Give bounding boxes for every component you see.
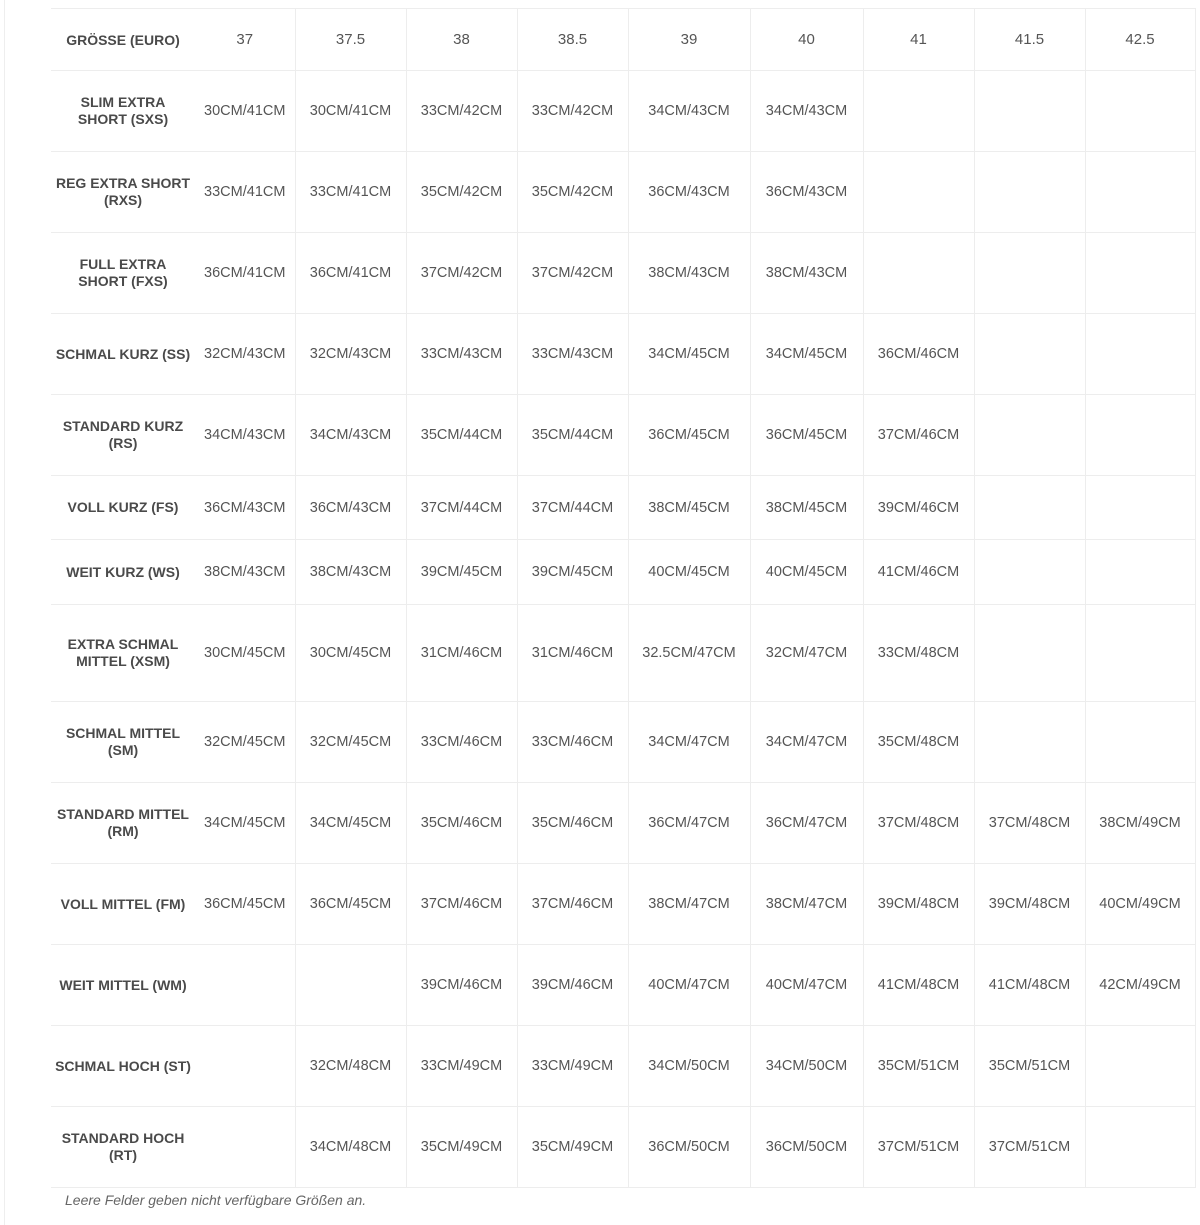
row-label: VOLL MITTEL (FM) <box>51 864 195 945</box>
size-cell <box>1085 395 1195 476</box>
table-row <box>51 1026 1195 1107</box>
size-cell: 37CM/48CM <box>974 783 1085 864</box>
size-cell: 41CM/48CM <box>863 945 974 1026</box>
size-cell: 30CM/41CM <box>295 71 406 152</box>
row-label: WEIT MITTEL (WM) <box>51 945 195 1026</box>
size-cell: 35CM/49CM <box>406 1107 517 1188</box>
size-cell <box>1085 152 1195 233</box>
size-cell: 34CM/47CM <box>628 702 750 783</box>
size-table <box>51 8 1196 1188</box>
size-cell: 36CM/43CM <box>195 476 295 540</box>
size-header: 39 <box>628 9 750 71</box>
size-cell: 38CM/43CM <box>195 540 295 605</box>
row-label: SCHMAL HOCH (ST) <box>51 1026 195 1107</box>
size-cell: 37CM/44CM <box>406 476 517 540</box>
size-cell: 31CM/46CM <box>517 605 628 702</box>
table-row <box>51 1107 1195 1188</box>
size-cell: 37CM/42CM <box>517 233 628 314</box>
size-cell: 33CM/49CM <box>517 1026 628 1107</box>
size-cell: 38CM/49CM <box>1085 783 1195 864</box>
size-header: 42.5 <box>1085 9 1195 71</box>
size-cell <box>974 395 1085 476</box>
size-cell: 30CM/45CM <box>195 605 295 702</box>
size-cell: 34CM/50CM <box>750 1026 863 1107</box>
size-cell: 35CM/46CM <box>517 783 628 864</box>
size-cell: 34CM/50CM <box>628 1026 750 1107</box>
size-header: 38.5 <box>517 9 628 71</box>
size-cell <box>974 702 1085 783</box>
size-cell: 33CM/42CM <box>517 71 628 152</box>
size-header: 37 <box>195 9 295 71</box>
size-cell: 40CM/45CM <box>750 540 863 605</box>
size-cell <box>195 1107 295 1188</box>
size-cell: 39CM/46CM <box>863 476 974 540</box>
size-cell: 30CM/41CM <box>195 71 295 152</box>
size-cell: 37CM/46CM <box>863 395 974 476</box>
row-label: VOLL KURZ (FS) <box>51 476 195 540</box>
size-cell: 36CM/43CM <box>750 152 863 233</box>
size-cell: 35CM/42CM <box>406 152 517 233</box>
table-row <box>51 476 1195 540</box>
size-cell: 32CM/47CM <box>750 605 863 702</box>
size-cell <box>974 476 1085 540</box>
size-cell: 36CM/41CM <box>295 233 406 314</box>
row-label: SCHMAL KURZ (SS) <box>51 314 195 395</box>
size-cell: 32CM/45CM <box>195 702 295 783</box>
size-table-body <box>51 71 1195 1188</box>
size-cell: 34CM/47CM <box>750 702 863 783</box>
size-cell: 30CM/45CM <box>295 605 406 702</box>
size-cell: 41CM/46CM <box>863 540 974 605</box>
size-cell: 39CM/45CM <box>517 540 628 605</box>
size-cell <box>1085 233 1195 314</box>
size-cell: 33CM/43CM <box>517 314 628 395</box>
size-cell: 35CM/46CM <box>406 783 517 864</box>
size-chart-page <box>4 0 1200 1225</box>
size-cell: 40CM/49CM <box>1085 864 1195 945</box>
size-cell: 32.5CM/47CM <box>628 605 750 702</box>
header-row <box>51 9 1195 71</box>
size-cell: 37CM/48CM <box>863 783 974 864</box>
table-row <box>51 314 1195 395</box>
size-cell: 36CM/43CM <box>295 476 406 540</box>
row-label: SLIM EXTRA SHORT (SXS) <box>51 71 195 152</box>
size-cell: 32CM/45CM <box>295 702 406 783</box>
size-cell: 38CM/43CM <box>628 233 750 314</box>
size-cell: 34CM/48CM <box>295 1107 406 1188</box>
size-cell: 40CM/45CM <box>628 540 750 605</box>
size-cell: 36CM/46CM <box>863 314 974 395</box>
row-label: STANDARD HOCH (RT) <box>51 1107 195 1188</box>
size-cell <box>863 71 974 152</box>
size-cell <box>974 233 1085 314</box>
size-cell: 36CM/41CM <box>195 233 295 314</box>
size-cell: 36CM/43CM <box>628 152 750 233</box>
size-cell: 39CM/48CM <box>863 864 974 945</box>
size-cell: 34CM/43CM <box>628 71 750 152</box>
size-cell: 31CM/46CM <box>406 605 517 702</box>
size-cell <box>1085 540 1195 605</box>
size-cell: 39CM/46CM <box>406 945 517 1026</box>
size-cell: 38CM/47CM <box>750 864 863 945</box>
size-cell <box>1085 476 1195 540</box>
size-cell: 37CM/46CM <box>406 864 517 945</box>
size-cell: 36CM/50CM <box>628 1107 750 1188</box>
table-row <box>51 864 1195 945</box>
size-cell: 36CM/47CM <box>750 783 863 864</box>
size-header: 41 <box>863 9 974 71</box>
size-cell: 35CM/51CM <box>863 1026 974 1107</box>
size-cell <box>1085 1107 1195 1188</box>
size-header: 38 <box>406 9 517 71</box>
size-cell: 33CM/48CM <box>863 605 974 702</box>
table-row <box>51 395 1195 476</box>
size-cell: 34CM/45CM <box>295 783 406 864</box>
table-row <box>51 71 1195 152</box>
size-cell: 35CM/51CM <box>974 1026 1085 1107</box>
size-cell: 36CM/45CM <box>195 864 295 945</box>
size-cell: 38CM/47CM <box>628 864 750 945</box>
footnote: Leere Felder geben nicht verfügbare Größen an. <box>65 1192 367 1208</box>
size-cell: 35CM/49CM <box>517 1107 628 1188</box>
size-cell <box>974 605 1085 702</box>
size-cell: 37CM/51CM <box>863 1107 974 1188</box>
row-label: STANDARD KURZ (RS) <box>51 395 195 476</box>
size-cell: 35CM/44CM <box>406 395 517 476</box>
size-cell: 33CM/42CM <box>406 71 517 152</box>
size-cell: 34CM/43CM <box>750 71 863 152</box>
size-cell: 35CM/48CM <box>863 702 974 783</box>
size-cell: 32CM/43CM <box>195 314 295 395</box>
row-label: WEIT KURZ (WS) <box>51 540 195 605</box>
size-header-label: GRÖSSE (EURO) <box>51 9 195 71</box>
size-cell <box>974 152 1085 233</box>
table-row <box>51 152 1195 233</box>
size-cell: 42CM/49CM <box>1085 945 1195 1026</box>
size-cell: 36CM/45CM <box>750 395 863 476</box>
table-row <box>51 945 1195 1026</box>
size-cell: 36CM/50CM <box>750 1107 863 1188</box>
size-cell: 32CM/43CM <box>295 314 406 395</box>
table-row <box>51 233 1195 314</box>
size-cell: 37CM/44CM <box>517 476 628 540</box>
size-cell: 41CM/48CM <box>974 945 1085 1026</box>
size-cell: 32CM/48CM <box>295 1026 406 1107</box>
size-cell: 40CM/47CM <box>628 945 750 1026</box>
size-cell: 38CM/43CM <box>295 540 406 605</box>
size-cell: 33CM/43CM <box>406 314 517 395</box>
size-header: 40 <box>750 9 863 71</box>
size-cell: 33CM/41CM <box>195 152 295 233</box>
size-cell <box>1085 1026 1195 1107</box>
row-label: SCHMAL MITTEL (SM) <box>51 702 195 783</box>
size-cell: 36CM/45CM <box>295 864 406 945</box>
size-cell <box>1085 605 1195 702</box>
size-cell: 33CM/46CM <box>406 702 517 783</box>
size-cell: 33CM/46CM <box>517 702 628 783</box>
row-label: REG EXTRA SHORT (RXS) <box>51 152 195 233</box>
size-cell <box>1085 702 1195 783</box>
size-cell: 38CM/43CM <box>750 233 863 314</box>
row-label: FULL EXTRA SHORT (FXS) <box>51 233 195 314</box>
size-cell <box>195 1026 295 1107</box>
size-cell <box>863 152 974 233</box>
size-cell: 34CM/45CM <box>750 314 863 395</box>
table-row <box>51 783 1195 864</box>
table-row <box>51 540 1195 605</box>
size-cell: 35CM/44CM <box>517 395 628 476</box>
size-cell: 37CM/51CM <box>974 1107 1085 1188</box>
size-cell: 34CM/45CM <box>195 783 295 864</box>
size-cell: 34CM/43CM <box>195 395 295 476</box>
size-header: 41.5 <box>974 9 1085 71</box>
size-cell: 33CM/49CM <box>406 1026 517 1107</box>
size-cell: 38CM/45CM <box>750 476 863 540</box>
size-cell: 36CM/47CM <box>628 783 750 864</box>
size-cell: 34CM/45CM <box>628 314 750 395</box>
size-cell <box>195 945 295 1026</box>
size-cell <box>974 314 1085 395</box>
table-row <box>51 702 1195 783</box>
row-label: STANDARD MITTEL (RM) <box>51 783 195 864</box>
size-cell: 39CM/45CM <box>406 540 517 605</box>
size-cell: 36CM/45CM <box>628 395 750 476</box>
size-cell: 34CM/43CM <box>295 395 406 476</box>
size-cell: 39CM/46CM <box>517 945 628 1026</box>
size-cell <box>974 71 1085 152</box>
size-cell: 38CM/45CM <box>628 476 750 540</box>
size-cell <box>863 233 974 314</box>
size-cell: 37CM/46CM <box>517 864 628 945</box>
size-cell: 40CM/47CM <box>750 945 863 1026</box>
size-cell: 33CM/41CM <box>295 152 406 233</box>
size-cell <box>1085 314 1195 395</box>
table-row <box>51 605 1195 702</box>
size-header: 37.5 <box>295 9 406 71</box>
size-cell: 35CM/42CM <box>517 152 628 233</box>
size-cell: 37CM/42CM <box>406 233 517 314</box>
size-cell <box>295 945 406 1026</box>
size-cell <box>1085 71 1195 152</box>
size-cell: 39CM/48CM <box>974 864 1085 945</box>
row-label: EXTRA SCHMAL MITTEL (XSM) <box>51 605 195 702</box>
size-cell <box>974 540 1085 605</box>
